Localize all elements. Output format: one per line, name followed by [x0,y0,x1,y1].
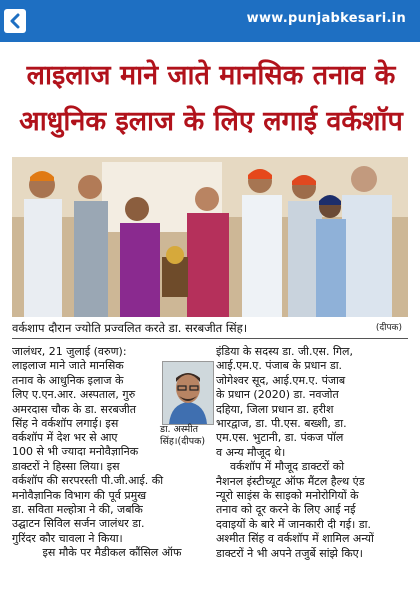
text-line: वर्कशॉप में देश भर से आए [12,431,118,444]
text-line: नैशनल इंस्टीच्यूट ऑफ मैंटल हैल्थ एंड [216,474,365,488]
text-line: तनाव को दूर करने के लिए आई नई [216,503,356,517]
text-line: इस मौके पर मैडीकल कौंसिल ऑफ [42,546,182,560]
text-line: जोगेश्वर सूद, आई.एम.ए. पंजाब [216,373,346,387]
inset-caption-line-1: डा. अस्मीत [160,424,199,435]
site-url[interactable]: www.punjabkesari.in [246,11,406,26]
text-line: न्यूरो साइंस के साइको मनोरोगियों के [216,489,359,503]
text-line: दवाइयों के बारे में जानकारी दी गई। डा. [216,517,372,531]
text-line: जालंधर, 21 जुलाई (वरुण): [12,345,127,358]
text-line: 100 से भी ज्यादा मनोवैज्ञानिक [12,445,139,459]
headline-line-2: आधुनिक इलाज के लिए लगाई वर्कशॉप [19,106,403,137]
headline-line-1: लाइलाज माने जाते मानसिक तनाव के [26,60,396,91]
text-line: सिंह ने वर्कशॉप लगाई। इस [12,417,119,431]
top-bar [0,0,420,42]
photo-caption: वर्कशाप दौरान ज्योति प्रज्वलित करते डा. सरबजीत सिंह। [12,321,248,335]
text-line: वर्कशॉप की सरपरस्ती पी.जी.आई. की [12,474,164,488]
text-line: वर्कशॉप में मौजूद डाक्टरों को [230,460,345,474]
text-line: तनाव के आधुनिक इलाज के [12,373,124,387]
text-line: आई.एम.ए. पंजाब के प्रधान डा. [216,359,343,373]
text-line: व अन्य मौजूद थे। [216,445,286,459]
article-column-2 [216,345,412,561]
text-line: के प्रधान (2020) डा. नवजोत [216,388,339,402]
photo-illustration [12,157,408,317]
photo-credit: (दीपक) [375,323,402,333]
inset-caption-line-2: सिंह।(दीपक) [160,436,206,447]
text-line: दहिया, जिला प्रधान डा. हरीश [216,402,334,416]
text-line: डा. सविता मल्होत्रा ने की, जबकि [12,503,143,517]
text-line: लाइलाज माने जाते मानसिक [12,359,124,373]
text-line: अमरदास चौक के डा. सरबजीत [12,402,137,416]
text-line: अश्मीत सिंह व वर्कशॉप में शामिल अन्यों [216,532,374,546]
text-line: मनोवैज्ञानिक विभाग की पूर्व प्रमुख [12,488,147,502]
headline [10,53,412,145]
inset-portrait [162,361,214,425]
article-column-1-top [12,345,158,431]
text-line: लिए ए.एन.आर. अस्पताल, गुरु [12,388,136,402]
photo-caption-row [12,318,408,339]
portrait-illustration [163,362,213,424]
chevron-left-icon [9,13,21,29]
text-line: डाक्टरों ने भी अपने तजुर्बे सांझे किए। [216,546,363,560]
text-line: उद्घाटन सिविल सर्जन जालंधर डा. [12,517,145,531]
text-line: इंडिया के सदस्य डा. जी.एस. गिल, [216,345,353,358]
text-line: एम.एस. भुटानी, डा. पंकज पॉल [216,431,344,445]
text-line: डाक्टरों ने हिस्सा लिया। इस [12,459,120,473]
article-column-1-bottom [12,431,212,561]
text-line: भारद्वाज, डा. पी.एस. बख्शी, डा. [216,417,347,431]
back-button[interactable] [4,9,26,33]
text-line: गुरिंदर कौर चावला ने किया। [12,531,123,545]
article-photo [12,157,408,317]
